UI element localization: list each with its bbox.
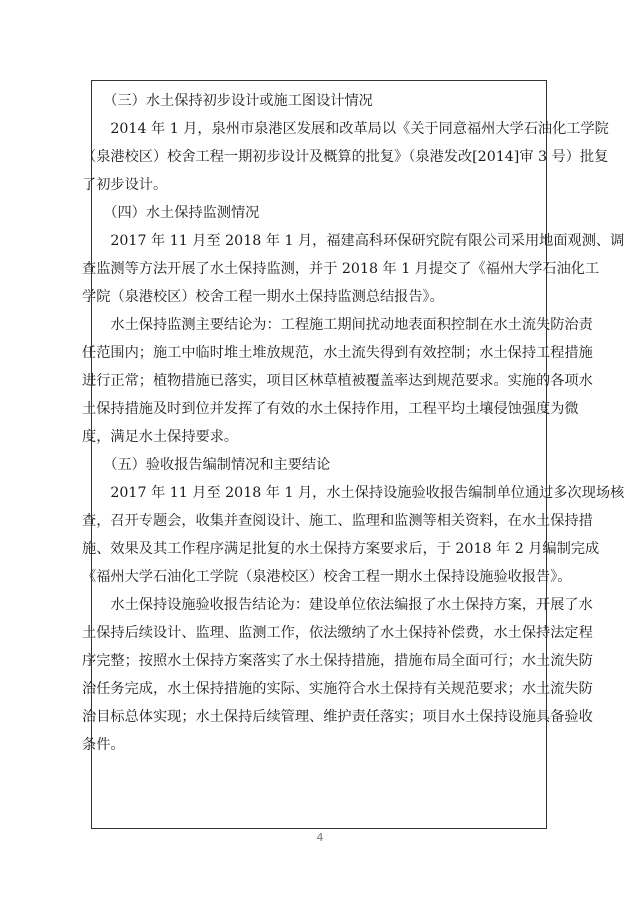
- text-line: （五）验收报告编制情况和主要结论: [82, 457, 331, 473]
- text-line: 土保持措施及时到位并发挥了有效的水土保持作用，工程平均土壤侵蚀强度为微: [82, 401, 579, 417]
- text-line: 水土保持监测主要结论为：工程施工期间扰动地表面积控制在水土流失防治责: [82, 317, 593, 333]
- text-line: 查，召开专题会，收集并查阅设计、施工、监理和监测等相关资料，在水土保持措: [82, 513, 593, 529]
- page-number: 4: [316, 831, 324, 844]
- text-line: 土保持后续设计、监理、监测工作，依法缴纳了水土保持补偿费，水土保持法定程: [82, 625, 593, 641]
- text-line: 2017 年 11 月至 2018 年 1 月，福建高科环保研究院有限公司采用地面观测、调: [82, 233, 625, 249]
- text-line: 条件。: [82, 737, 125, 753]
- text-line: 序完整；按照水土保持方案落实了水土保持措施，措施布局全面可行；水土流失防: [82, 653, 593, 669]
- text-line: 查监测等方法开展了水土保持监测，并于 2018 年 1 月提交了《福州大学石油化工: [82, 261, 600, 277]
- paragraph-lines: [82, 87, 625, 759]
- text-line: （四）水土保持监测情况: [82, 205, 260, 221]
- text-line: 任范围内；施工中临时堆土堆放规范，水土流失得到有效控制；水土保持工程措施: [82, 345, 593, 361]
- text-line: 2017 年 11 月至 2018 年 1 月，水土保持设施验收报告编制单位通过多次现场核: [82, 485, 625, 501]
- text-line: 治目标总体实现；水土保持后续管理、维护责任落实；项目水土保持设施具备验收: [82, 709, 593, 725]
- text-line: 学院（泉港校区）校舍工程一期水土保持监测总结报告》。: [82, 289, 444, 305]
- text-line: 了初步设计。: [82, 177, 168, 193]
- text-line: 施、效果及其工作程序满足批复的水土保持方案要求后，于 2018 年 2 月编制完成: [82, 541, 600, 557]
- text-line: 2014 年 1 月，泉州市泉港区发展和改革局以《关于同意福州大学石油化工学院: [82, 121, 609, 137]
- text-line: 进行正常；植物措施已落实，项目区林草植被覆盖率达到规范要求。实施的各项水: [82, 373, 593, 389]
- text-line: 度，满足水土保持要求。: [82, 429, 239, 445]
- text-line: （泉港校区）校舍工程一期初步设计及概算的批复》（泉港发改[2014]审 3 号）批复: [82, 149, 609, 165]
- text-line: 水土保持设施验收报告结论为：建设单位依法编报了水土保持方案，开展了水: [82, 597, 593, 613]
- document-body: [82, 87, 625, 759]
- text-line: 治任务完成，水土保持措施的实际、实施符合水土保持有关规范要求；水土流失防: [82, 681, 593, 697]
- text-line: 《福州大学石油化工学院（泉港校区）校舍工程一期水土保持设施验收报告》。: [82, 569, 572, 585]
- text-line: （三）水土保持初步设计或施工图设计情况: [82, 93, 373, 109]
